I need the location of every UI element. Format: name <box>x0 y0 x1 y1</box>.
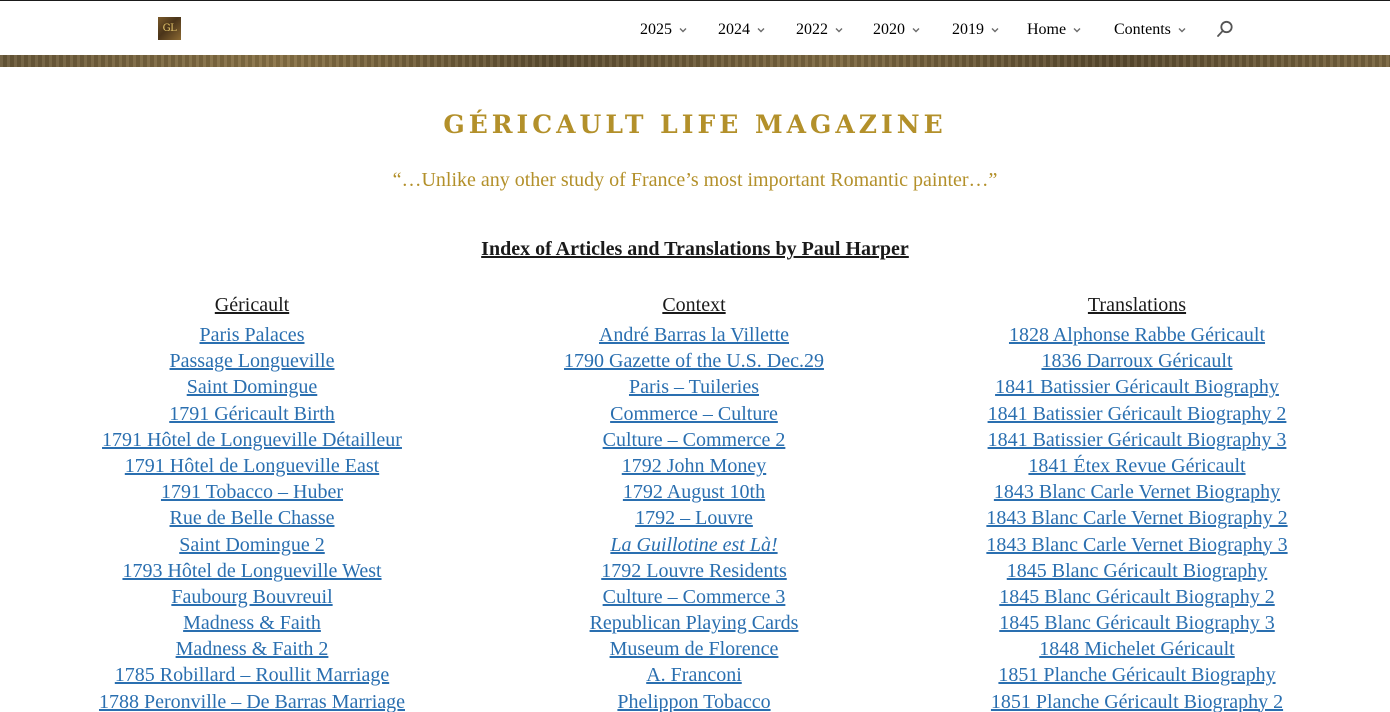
list-item <box>494 662 894 688</box>
article-link[interactable]: 1793 Hôtel de Longueville West <box>122 559 382 582</box>
list-item <box>937 558 1337 584</box>
article-link[interactable]: 1841 Batissier Géricault Biography 2 <box>987 402 1287 425</box>
list-item <box>937 453 1337 479</box>
list-item <box>937 322 1337 348</box>
article-link[interactable]: 1791 Hôtel de Longueville Détailleur <box>102 428 402 451</box>
chevron-down-icon <box>990 25 1000 35</box>
chevron-down-icon <box>678 25 688 35</box>
list-item <box>494 348 894 374</box>
article-link[interactable]: Culture – Commerce 3 <box>602 585 786 608</box>
list-item <box>937 532 1337 558</box>
article-link[interactable]: 1792 Louvre Residents <box>601 559 787 582</box>
list-item <box>494 427 894 453</box>
article-link[interactable]: 1845 Blanc Géricault Biography 2 <box>999 585 1275 608</box>
list-item <box>52 662 452 688</box>
list-item <box>52 479 452 505</box>
menu-item-2022[interactable] <box>796 21 844 39</box>
article-link[interactable]: 1792 – Louvre <box>635 507 753 530</box>
article-link[interactable]: Saint Domingue 2 <box>179 533 325 556</box>
article-link[interactable]: 1843 Blanc Carle Vernet Biography <box>993 481 1281 504</box>
chevron-down-icon <box>1177 25 1187 35</box>
list-item <box>937 348 1337 374</box>
article-link[interactable]: 1790 Gazette of the U.S. Dec.29 <box>564 350 824 373</box>
article-link[interactable]: 1851 Planche Géricault Biography <box>998 664 1276 687</box>
article-link[interactable]: Museum de Florence <box>609 638 779 661</box>
article-link[interactable]: 1836 Darroux Géricault <box>1041 350 1233 373</box>
article-link[interactable]: 1791 Tobacco – Huber <box>160 481 344 504</box>
article-link[interactable]: Saint Domingue <box>186 376 318 399</box>
article-link[interactable]: 1845 Blanc Géricault Biography 3 <box>999 612 1275 635</box>
article-link[interactable]: 1841 Batissier Géricault Biography 3 <box>987 428 1287 451</box>
search-icon[interactable] <box>1216 20 1234 38</box>
list-item <box>52 401 452 427</box>
list-item <box>937 636 1337 662</box>
top-navigation-bar <box>0 1 1390 55</box>
list-item <box>494 505 894 531</box>
article-link[interactable]: 1843 Blanc Carle Vernet Biography 3 <box>986 533 1288 556</box>
article-link[interactable]: 1841 Batissier Géricault Biography <box>995 376 1279 399</box>
list-item <box>52 427 452 453</box>
index-heading-text: Index of Articles and Translations by Paul Harper <box>481 238 909 260</box>
menu-item-2025[interactable] <box>640 21 688 39</box>
article-link[interactable]: 1792 August 10th <box>622 481 766 504</box>
article-link[interactable]: 1785 Robillard – Roullit Marriage <box>114 664 390 687</box>
list-item <box>494 610 894 636</box>
list-item <box>52 505 452 531</box>
menu-item-label: 2022 <box>796 21 828 38</box>
article-link[interactable]: 1841 Étex Revue Géricault <box>1028 454 1246 477</box>
site-tagline: “…Unlike any other study of France’s most important Romantic painter…” <box>392 169 998 191</box>
list-item <box>494 401 894 427</box>
chevron-down-icon <box>756 25 766 35</box>
article-link[interactable]: 1788 Peronville – De Barras Marriage <box>98 690 405 712</box>
menu-item-home[interactable] <box>1027 21 1082 39</box>
list-item <box>52 348 452 374</box>
list-item <box>494 322 894 348</box>
article-link[interactable]: Culture – Commerce 2 <box>602 428 786 451</box>
index-heading <box>0 238 1390 261</box>
column-heading: Géricault <box>214 294 290 316</box>
site-title: GÉRICAULT LIFE MAGAZINE <box>443 110 947 139</box>
list-item <box>52 453 452 479</box>
article-link[interactable]: La Guillotine est Là! <box>610 533 778 556</box>
menu-item-label: Home <box>1027 21 1067 38</box>
article-link[interactable]: 1848 Michelet Géricault <box>1039 638 1235 661</box>
article-list <box>52 322 452 712</box>
list-item <box>937 505 1337 531</box>
article-link[interactable]: 1792 John Money <box>621 454 767 477</box>
column-heading: Translations <box>1087 294 1187 316</box>
list-item <box>937 479 1337 505</box>
article-list <box>937 322 1337 712</box>
article-list <box>494 322 894 712</box>
list-item <box>494 479 894 505</box>
list-item <box>937 689 1337 712</box>
menu-item-label: 2025 <box>640 21 672 38</box>
menu-item-label: 2020 <box>873 21 905 38</box>
article-link[interactable]: Rue de Belle Chasse <box>169 507 335 530</box>
list-item <box>494 584 894 610</box>
site-logo[interactable]: GL <box>158 17 181 40</box>
article-link[interactable]: Paris – Tuileries <box>628 376 760 399</box>
article-link[interactable]: 1845 Blanc Géricault Biography <box>1006 559 1268 582</box>
article-link[interactable]: 1791 Hôtel de Longueville East <box>124 454 380 477</box>
list-item <box>52 689 452 712</box>
article-link[interactable]: 1851 Planche Géricault Biography 2 <box>990 690 1284 712</box>
list-item <box>937 662 1337 688</box>
list-item <box>494 689 894 712</box>
menu-item-label: Contents <box>1114 21 1171 38</box>
article-link[interactable]: Faubourg Bouvreuil <box>171 585 333 608</box>
column-heading: Context <box>662 294 726 316</box>
list-item <box>52 558 452 584</box>
article-link[interactable]: 1843 Blanc Carle Vernet Biography 2 <box>986 507 1288 530</box>
article-link[interactable]: Commerce – Culture <box>610 402 778 425</box>
menu-item-2024[interactable] <box>718 21 766 39</box>
article-link[interactable]: Phelippon Tobacco <box>617 690 771 712</box>
list-item <box>937 584 1337 610</box>
column-translations <box>937 292 1337 712</box>
column-context <box>494 292 894 712</box>
list-item <box>52 532 452 558</box>
list-item <box>937 401 1337 427</box>
article-link[interactable]: A. Franconi <box>646 664 742 687</box>
list-item <box>937 427 1337 453</box>
menu-item-label: 2024 <box>718 21 750 38</box>
header-banner-image <box>0 55 1390 67</box>
list-item <box>52 610 452 636</box>
article-link[interactable]: Paris Palaces <box>199 324 305 346</box>
list-item <box>494 558 894 584</box>
chevron-down-icon <box>834 25 844 35</box>
list-item <box>937 610 1337 636</box>
menu-item-contents[interactable] <box>1114 21 1187 39</box>
list-item <box>52 374 452 400</box>
list-item <box>52 636 452 662</box>
article-link[interactable]: Passage Longueville <box>169 350 335 373</box>
list-item <box>937 374 1337 400</box>
article-link[interactable]: 1791 Géricault Birth <box>169 402 335 425</box>
list-item <box>52 322 452 348</box>
list-item <box>494 453 894 479</box>
menu-item-2019[interactable] <box>952 21 1000 39</box>
menu-item-label: 2019 <box>952 21 984 38</box>
list-item <box>494 374 894 400</box>
article-link[interactable]: Madness & Faith 2 <box>175 638 329 661</box>
list-item <box>494 532 894 558</box>
article-link[interactable]: André Barras la Villette <box>598 324 790 346</box>
list-item <box>494 636 894 662</box>
list-item <box>52 584 452 610</box>
chevron-down-icon <box>911 25 921 35</box>
article-link[interactable]: 1828 Alphonse Rabbe Géricault <box>1008 324 1266 346</box>
column-gericault <box>52 292 452 712</box>
chevron-down-icon <box>1072 25 1082 35</box>
article-link[interactable]: Republican Playing Cards <box>589 612 799 635</box>
article-link[interactable]: Madness & Faith <box>183 612 321 635</box>
menu-item-2020[interactable] <box>873 21 921 39</box>
